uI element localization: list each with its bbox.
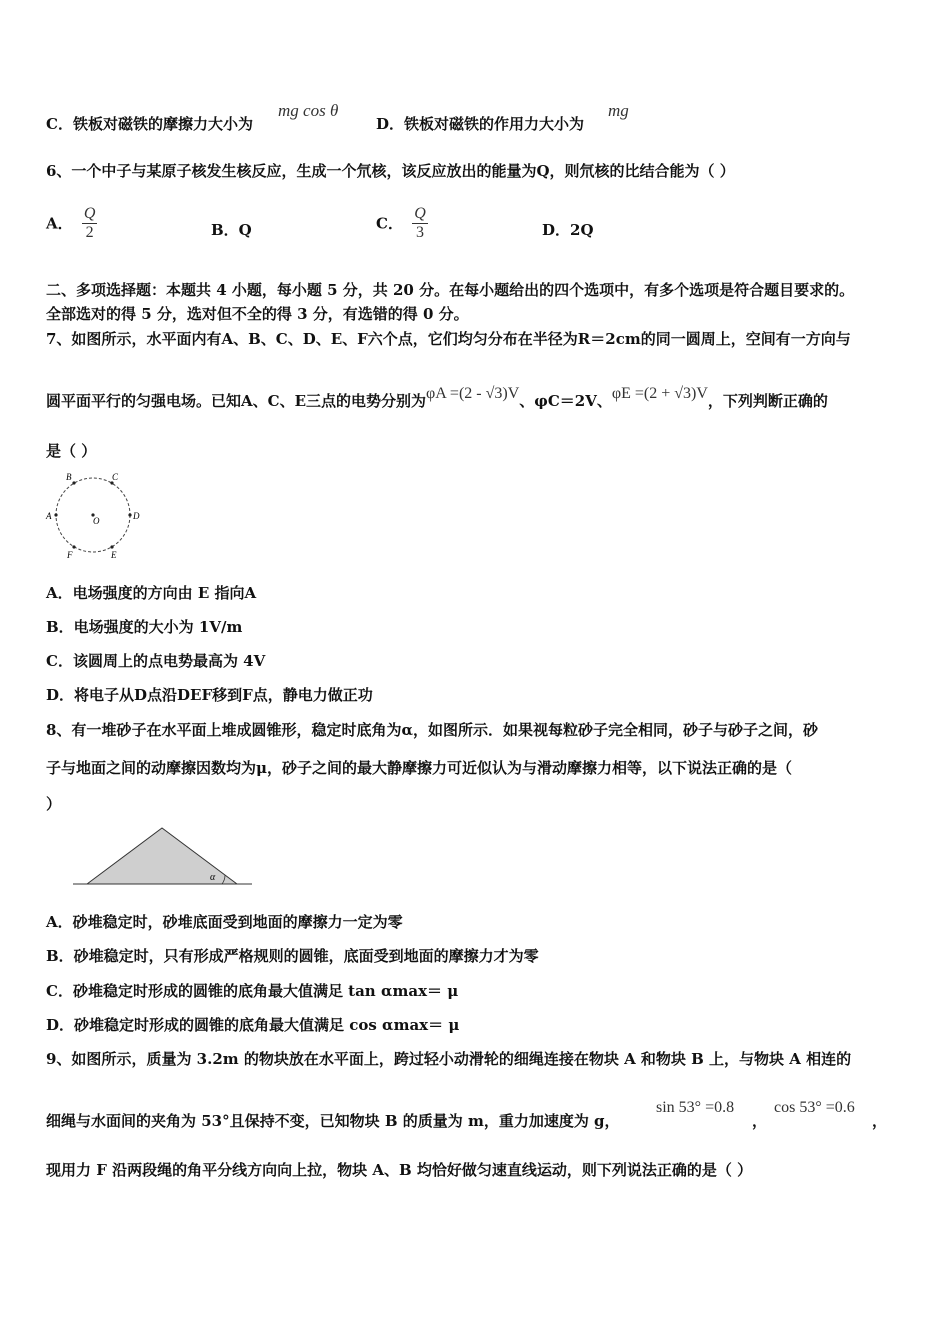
q6-option-d: D．2Q <box>542 221 594 239</box>
q7-point-b <box>72 481 75 484</box>
q7-label-e: E <box>111 550 117 560</box>
q8-angle-label: α <box>210 872 216 883</box>
q9-sin-value: sin 53° =0.8 <box>656 1099 735 1116</box>
q7-option-d: D．将电子从D点沿DEF移到F点，静电力做正功 <box>46 686 373 704</box>
q9-stem-line3: 现用力 F 沿两段绳的角平分线方向向上拉，物块 A、B 均恰好做匀速直线运动，则下列说法正确的是（ ） <box>46 1161 753 1179</box>
q7-stem-line2: 圆平面平行的匀强电场。已知A、C、E三点的电势分别为φA =(2 - √3)V、φC＝2V、φE =(2 + √3)V，下列判断正确的 <box>46 385 828 410</box>
q7-option-a: A．电场强度的方向由 E 指向A <box>46 584 257 602</box>
q5-option-d-math: mg <box>608 101 629 120</box>
q7-point-a <box>54 513 57 516</box>
q5-option-d <box>376 114 584 134</box>
q8-option-b: B．砂堆稳定时，只有形成严格规则的圆锥，底面受到地面的摩擦力才为零 <box>46 947 539 965</box>
section2-header-line2: 全部选对的得 5 分，选对但不全的得 3 分，有选错的得 0 分。 <box>46 305 469 323</box>
q7-phi-e: φE =(2 + √3)V <box>611 385 708 402</box>
q5-option-d-text: D．铁板对磁铁的作用力大小为 <box>376 115 585 133</box>
q8-stem-line1: 8、有一堆砂子在水平面上堆成圆锥形，稳定时底角为α，如图所示．如果视每粒砂子完全相同，砂子与砂子之间，砂 <box>46 721 818 739</box>
q6-option-a-fraction: $\frac{Q}{2}$ <box>83 205 96 241</box>
q6-option-c: C． $\frac{Q}{3}$ <box>376 205 426 241</box>
q7-point-d <box>128 513 131 516</box>
section2-header-line1: 二、多项选择题：本题共 4 小题，每小题 5 分，共 20 分。在每小题给出的四个选项中，有多个选项是符合题目要求的。 <box>46 281 855 299</box>
q7-label-a: A <box>46 511 52 521</box>
q6-stem: 6、一个中子与某原子核发生核反应，生成一个氘核，该反应放出的能量为Q，则氘核的比结合能为（ ） <box>46 162 735 180</box>
q7-option-b: B．电场强度的大小为 1V/m <box>46 618 243 636</box>
q7-point-e <box>110 545 113 548</box>
q7-label-f: F <box>67 550 73 560</box>
q9-separator-2: ， <box>872 1112 888 1130</box>
q8-option-c: C．砂堆稳定时形成的圆锥的底角最大值满足 tan αmax＝ μ <box>46 982 459 1000</box>
q7-phi-a: φA =(2 - √3)V <box>426 385 520 402</box>
q5-option-c-math: mg cos θ <box>278 101 339 120</box>
q8-option-a: A．砂堆稳定时，砂堆底面受到地面的摩擦力一定为零 <box>46 913 403 931</box>
q7-stem-line1: 7、如图所示，水平面内有A、B、C、D、E、F六个点，它们均匀分布在半径为R＝2cm的同一圆周上，空间有一方向与 <box>46 330 851 348</box>
q9-separator-1: ， <box>752 1112 768 1130</box>
q7-point-f <box>72 545 75 548</box>
q8-stem-line3: ） <box>46 795 62 813</box>
q6-option-b: B．Q <box>211 221 252 239</box>
q9-stem-line1: 9、如图所示，质量为 3.2m 的物块放在水平面上，跨过轻小动滑轮的细绳连接在物块 A 和物块 B 上，与物块 A 相连的 <box>46 1050 852 1068</box>
q7-stem-line3: 是（ ） <box>46 442 97 460</box>
q8-sand-cone-figure <box>70 822 256 890</box>
q7-circle-figure <box>40 468 150 563</box>
q7-option-c: C．该圆周上的点电势最高为 4V <box>46 652 266 670</box>
q6-option-c-fraction: $\frac{Q}{3}$ <box>414 205 426 241</box>
q5-option-c-text: C．铁板对磁铁的摩擦力大小为 <box>46 115 253 133</box>
q7-label-o: O <box>93 516 100 526</box>
q5-option-c <box>46 114 253 134</box>
q8-stem-line2: 子与地面之间的动摩擦因数均为μ，砂子之间的最大静摩擦力可近似认为与滑动摩擦力相等，以下说法正确的是（ <box>46 759 792 777</box>
q8-option-d: D．砂堆稳定时形成的圆锥的底角最大值满足 cos αmax＝ μ <box>46 1016 460 1034</box>
q7-label-b: B <box>66 472 72 482</box>
q7-label-c: C <box>112 472 119 482</box>
q9-cos-value: cos 53° =0.6 <box>774 1099 855 1116</box>
q9-stem-line2: 细绳与水面间的夹角为 53°且保持不变，已知物块 B 的质量为 m，重力加速度为 g， <box>46 1112 620 1130</box>
q7-label-d: D <box>133 511 140 521</box>
q6-option-a: A． $\frac{Q}{2}$ <box>46 205 96 241</box>
